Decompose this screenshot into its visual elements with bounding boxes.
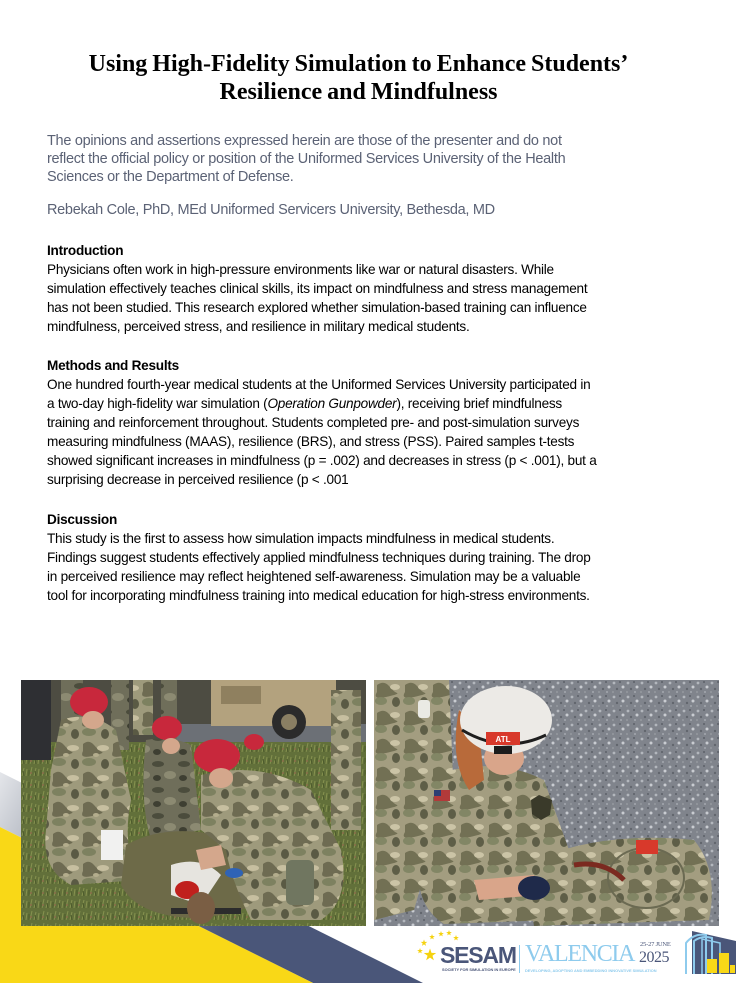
logo-divider (519, 945, 520, 973)
section-methods-results (47, 356, 597, 489)
helmet-patch-text: ATL (495, 735, 511, 744)
paragraph-line: training and reinforcement throughout. Students completed pre- and post-simulation surveys (47, 415, 580, 430)
blood-pressure-cuff (518, 876, 550, 900)
logo-dates: 25-27 JUNE (640, 941, 671, 948)
paragraph-line: showed significant increases in mindfulness (p = .002) and decreases in stress (p < .001), but a (47, 453, 597, 468)
section-heading: Methods and Results (47, 358, 179, 373)
paragraph-line: tool for incorporating mindfulness training into medical education for high-stress environments. (47, 588, 590, 603)
paragraph-line: This study is the first to assess how simulation impacts mindfulness in medical students. (47, 531, 555, 546)
paragraph-line: measuring mindfulness (MAAS), resilience (BRS), and stress (PSS). Paired samples t-tests (47, 434, 575, 449)
paragraph-line (47, 394, 597, 413)
author-affiliation: Rebekah Cole, PhD, MEd Uniformed Servicers University, Bethesda, MD (47, 202, 495, 218)
section-heading: Discussion (47, 512, 118, 527)
logo-subtitle: SOCIETY FOR SIMULATION IN EUROPE (442, 967, 516, 972)
paragraph-line: surprising decrease in perceived resilience (p < .001 (47, 472, 349, 487)
text-segment: ), receiving brief mindfulness (396, 396, 562, 411)
logo-sesam: SESAM (440, 942, 516, 968)
paragraph-line: in perceived resilience may reflect heightened self-awareness. Simulation may be a valuable (47, 569, 581, 584)
paragraph-line: One hundred fourth-year medical students at the Uniformed Services University participated in (47, 377, 591, 392)
disclaimer-line: reflect the official policy or position of the Uniformed Services University of the Health (47, 151, 566, 167)
paragraph-line: mindfulness, perceived stress, and resilience in military medical students. (47, 319, 470, 334)
section-heading: Introduction (47, 243, 124, 258)
disclaimer-line: The opinions and assertions expressed herein are those of the presenter and do not (47, 133, 562, 149)
title-line-1: Using High-Fidelity Simulation to Enhance Students’ (88, 51, 629, 77)
paragraph-line: Findings suggest students effectively applied mindfulness techniques during training. The drop (47, 550, 591, 565)
logo-year: 2025 (639, 949, 669, 966)
section-introduction (47, 241, 587, 336)
red-beret (244, 734, 264, 750)
disclaimer (47, 132, 565, 186)
paragraph-line: Physicians often work in high-pressure environments like war or natural disasters. While (47, 262, 554, 277)
building-icon (684, 929, 736, 974)
logo-tagline: DEVELOPING, ADOPTING AND EMBEDDING INNOVATIVE SIMULATION (525, 967, 657, 973)
photo-medics-on-grass (21, 680, 366, 926)
section-discussion (47, 510, 591, 605)
text-segment: a two-day high-fidelity war simulation ( (47, 396, 268, 411)
poster-title (0, 50, 717, 106)
disclaimer-line: Sciences or the Department of Defense. (47, 169, 294, 185)
photo-medic-on-gravel (374, 680, 719, 926)
red-beret (152, 716, 182, 740)
operation-name-italic: Operation Gunpowder (267, 396, 397, 411)
red-beret (194, 739, 240, 773)
paragraph-line: has not been studied. This research explored whether simulation-based training can influence (47, 300, 587, 315)
title-line-2: Resilience and Mindfulness (219, 79, 498, 105)
paragraph-line: simulation effectively teaches clinical skills, its impact on mindfulness and stress management (47, 281, 588, 296)
logo-city: VALENCIA (525, 941, 635, 967)
